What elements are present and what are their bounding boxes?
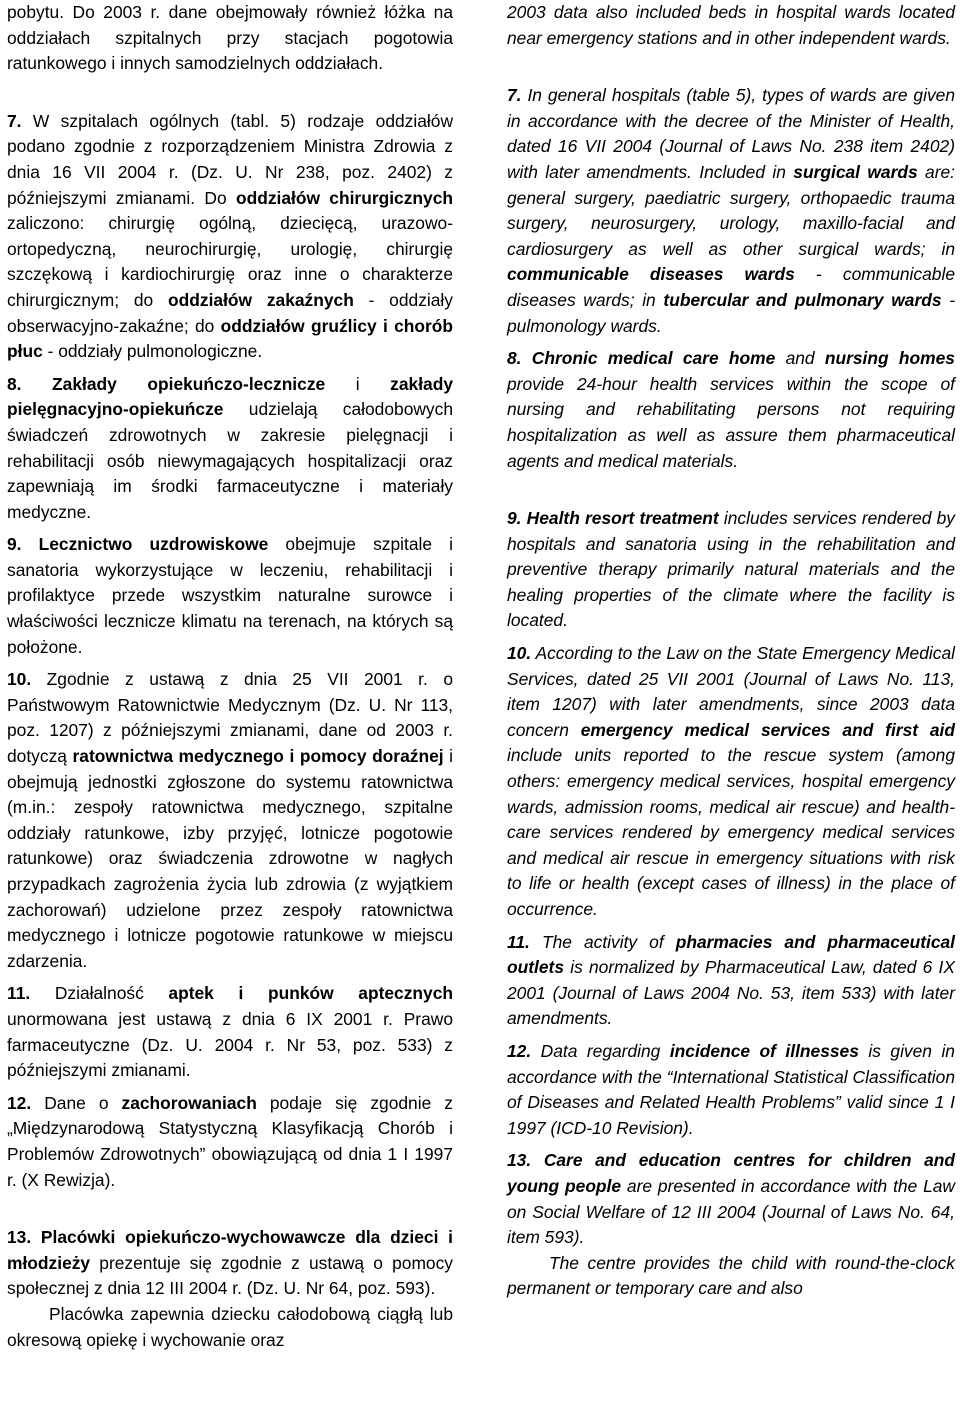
en-para-10: [507, 641, 955, 923]
pl-para-intro: [7, 0, 453, 77]
en-para-13: [507, 1148, 955, 1250]
text-run: - oddziały obserwacyjno-zakaźne; do: [7, 289, 453, 336]
en-para-7: [507, 83, 955, 339]
bold-run: incidence of illnesses: [669, 1040, 859, 1061]
text-run: are presented in accordance with the Law on Social Welfare of 12 III 2004 (Journal of Laws No. 64, item 593).: [507, 1175, 955, 1248]
text-run: is given in accordance with the “International Statistical Classification of Diseases and Related Health Problems” valid since 1 I 1997 (ICD-10 Revision).: [507, 1040, 955, 1138]
text-run: udzielają całodobowych świadczeń zdrowotnych w zakresie pielęgnacji i rehabilitacji osób niewymagających hospitalizacji oraz zapewniają im środki farmaceutyczne i materiały medyczne.: [7, 399, 453, 522]
en-para-8: [507, 346, 955, 474]
pl-para-8: [7, 372, 453, 526]
pl-para-13-cont: [7, 1302, 453, 1353]
bold-run: 9. Health resort treatment: [507, 508, 719, 529]
bold-run: 9.: [7, 534, 22, 555]
pl-para-11: [7, 981, 453, 1083]
bold-run: 11.: [507, 931, 530, 952]
text-run: In general hospitals (table 5), types of wards are given in accordance with the decree of the Minister of Health, dated 16 VII 2004 (Journal of Laws No. 238 item 2402) with later amendments. Included in: [507, 85, 955, 182]
pl-para-10: [7, 667, 453, 974]
text-run: 2003 data also included beds in hospital wards located near emergency stations and in other independent wards.: [507, 2, 955, 48]
en-para-11: [507, 930, 955, 1032]
bold-run: 7.: [7, 110, 22, 131]
text-run: is normalized by Pharmaceutical Law, dated 6 IX 2001 (Journal of Laws 2004 No. 53, item 533) with later amendments.: [507, 957, 955, 1029]
bold-run: 12.: [7, 1092, 32, 1113]
text-run: include units reported to the rescue system (among others: emergency medical services, hospital emergency wards, admission rooms, medical air rescue) and health-care services rendered by emergency medical services and medical air rescue in emergency situations with risk to life or health (except cases of illness) in the place of occurrence.: [507, 745, 955, 919]
bold-run: aptek i punków aptecznych: [168, 983, 453, 1004]
bold-run: tubercular and pulmonary wards: [663, 289, 942, 310]
text-run: includes services rendered by hospitals and sanatoria using in the rehabilitation and preventive therapy primarily natural materials and the healing properties of the climate where the facility is located.: [507, 508, 955, 631]
text-run: podaje się zgodnie z „Międzynarodową Statystyczną Klasyfikacją Chorób i Problemów Zdrowotnych” obowiązującą od dnia 1 I 1997 r. (X Rewizja).: [7, 1092, 453, 1190]
text-run: The activity of: [529, 931, 676, 952]
bold-run: zachorowaniach: [121, 1092, 257, 1113]
text-run: - communicable diseases wards; in: [507, 264, 955, 310]
text-run: The centre provides the child with round-the-clock permanent or temporary care and also: [507, 1252, 955, 1299]
bold-run: 11.: [7, 983, 31, 1004]
text-run: obejmuje szpitale i sanatoria wykorzystujące w leczeniu, rehabilitacji i profilaktyce przede wszystkim naturalne surowce i właściwości lecznicze klimatu na terenach, na których są położone.: [7, 534, 453, 657]
bold-run: emergency medical services and first aid: [580, 719, 955, 740]
bold-run: surgical wards: [793, 161, 918, 182]
text-run: According to the Law on the State Emergency Medical Services, dated 25 VII 2001 (Journal of Laws No. 113, item 1207) with later amendments, since 2003 data concern: [507, 643, 955, 740]
text-run: [22, 534, 39, 554]
bold-run: 10.: [7, 669, 32, 690]
text-run: Dane o: [31, 1092, 122, 1113]
bold-run: communicable diseases wards: [507, 264, 795, 285]
polish-column: [7, 0, 453, 1353]
pl-para-13: [7, 1225, 453, 1302]
bold-run: 8. Zakłady opiekuńczo-lecznicze: [7, 373, 326, 394]
text-run: - oddziały pulmonologiczne.: [42, 341, 263, 362]
pl-para-9: [7, 532, 453, 660]
en-para-intro: [507, 0, 955, 51]
bold-run: 12.: [507, 1040, 532, 1061]
text-run: Działalność: [30, 983, 169, 1004]
bold-run: nursing homes: [824, 348, 955, 369]
text-run: prezentuje się zgodnie z ustawą o pomocy społecznej z dnia 12 III 2004 r. (Dz. U. Nr 64, poz. 593).: [7, 1252, 453, 1299]
en-para-13-cont: [507, 1251, 955, 1302]
bold-run: 13. Placówki opiekuńczo-wychowawcze dla dzieci i młodzieży: [7, 1227, 453, 1273]
english-column: [507, 0, 955, 1302]
bold-run: oddziałów zakaźnych: [168, 289, 354, 310]
text-run: pobytu. Do 2003 r. dane obejmowały również łóżka na oddziałach szpitalnych przy stacjach pogotowia ratunkowego i innych samodzielnych oddziałach.: [7, 2, 453, 74]
text-run: and: [775, 348, 825, 369]
text-run: unormowana jest ustawą z dnia 6 IX 2001 r. Prawo farmaceutyczne (Dz. U. 2004 r. Nr 53, poz. 533) z późniejszymi zmianami.: [7, 1008, 453, 1081]
bold-run: 10.: [507, 643, 532, 664]
bold-run: 8. Chronic medical care home: [507, 348, 776, 369]
bold-run: zakłady pielęgnacyjno-opiekuńcze: [7, 373, 453, 420]
en-para-9: [507, 506, 955, 634]
text-run: Data regarding: [531, 1040, 670, 1061]
pl-para-12: [7, 1091, 453, 1193]
text-run: W szpitalach ogólnych (tabl. 5) rodzaje oddziałów podano zgodnie z rozporządzeniem Ministra Zdrowia z dnia 16 VII 2004 r. (Dz. U. Nr 238, poz. 2402) z późniejszymi zmianami. Do: [7, 110, 453, 208]
text-run: Zgodnie z ustawą z dnia 25 VII 2001 r. o Państwowym Ratownictwie Medycznym (Dz. U. Nr 113, poz. 1207) z późniejszymi zmianami, dane od 2003 r. dotyczą: [7, 669, 453, 767]
text-run: i: [325, 373, 391, 394]
bold-run: 13. Care and education centres for children and young people: [507, 1150, 955, 1196]
bold-run: ratownictwa medycznego i pomocy doraźnej: [72, 746, 444, 767]
text-run: provide 24-hour health services within the scope of nursing and rehabilitating persons not requiring hospitalization as well as assure them pharmaceutical agents and medical materials.: [507, 373, 955, 471]
pl-para-7: [7, 109, 453, 365]
text-run: - pulmonology wards.: [507, 289, 956, 336]
bold-run: pharmacies and pharmaceutical outlets: [507, 931, 955, 978]
bold-run: Lecznictwo uzdrowiskowe: [38, 534, 269, 555]
bold-run: oddziałów gruźlicy i chorób płuc: [7, 315, 454, 362]
text-run: are: general surgery, paediatric surgery, orthopaedic trauma surgery, neurosurgery, urology, maxillo-facial and cardiosurgery as well as other surgical wards; in: [507, 161, 955, 259]
text-run: i obejmują jednostki zgłoszone do systemu ratownictwa (m.in.: zespoły ratownictwa medycznego, szpitalne oddziały ratunkowe, izby przyjęć, lotnicze pogotowie ratunkowe) oraz świadczenia zdrowotne w nagłych przypadkach zagrożenia życia lub zdrowia (z wyjątkiem zachorowań) udzielone przez zespoły ratownictwa medycznego i lotnicze pogotowie ratunkowe w miejscu zdarzenia.: [7, 746, 453, 971]
bold-run: oddziałów chirurgicznych: [235, 187, 454, 208]
text-run: Placówka zapewnia dziecku całodobową ciągłą lub okresową opiekę i wychowanie oraz: [7, 1303, 453, 1350]
en-para-12: [507, 1039, 955, 1141]
text-run: zaliczono: chirurgię ogólną, dziecięcą, urazowo-ortopedyczną, neurochirurgię, urologię, chirurgię szczękową i kardiochirurgię oraz inne o charakterze chirurgicznym; do: [7, 213, 453, 310]
bold-run: 7.: [507, 85, 522, 106]
